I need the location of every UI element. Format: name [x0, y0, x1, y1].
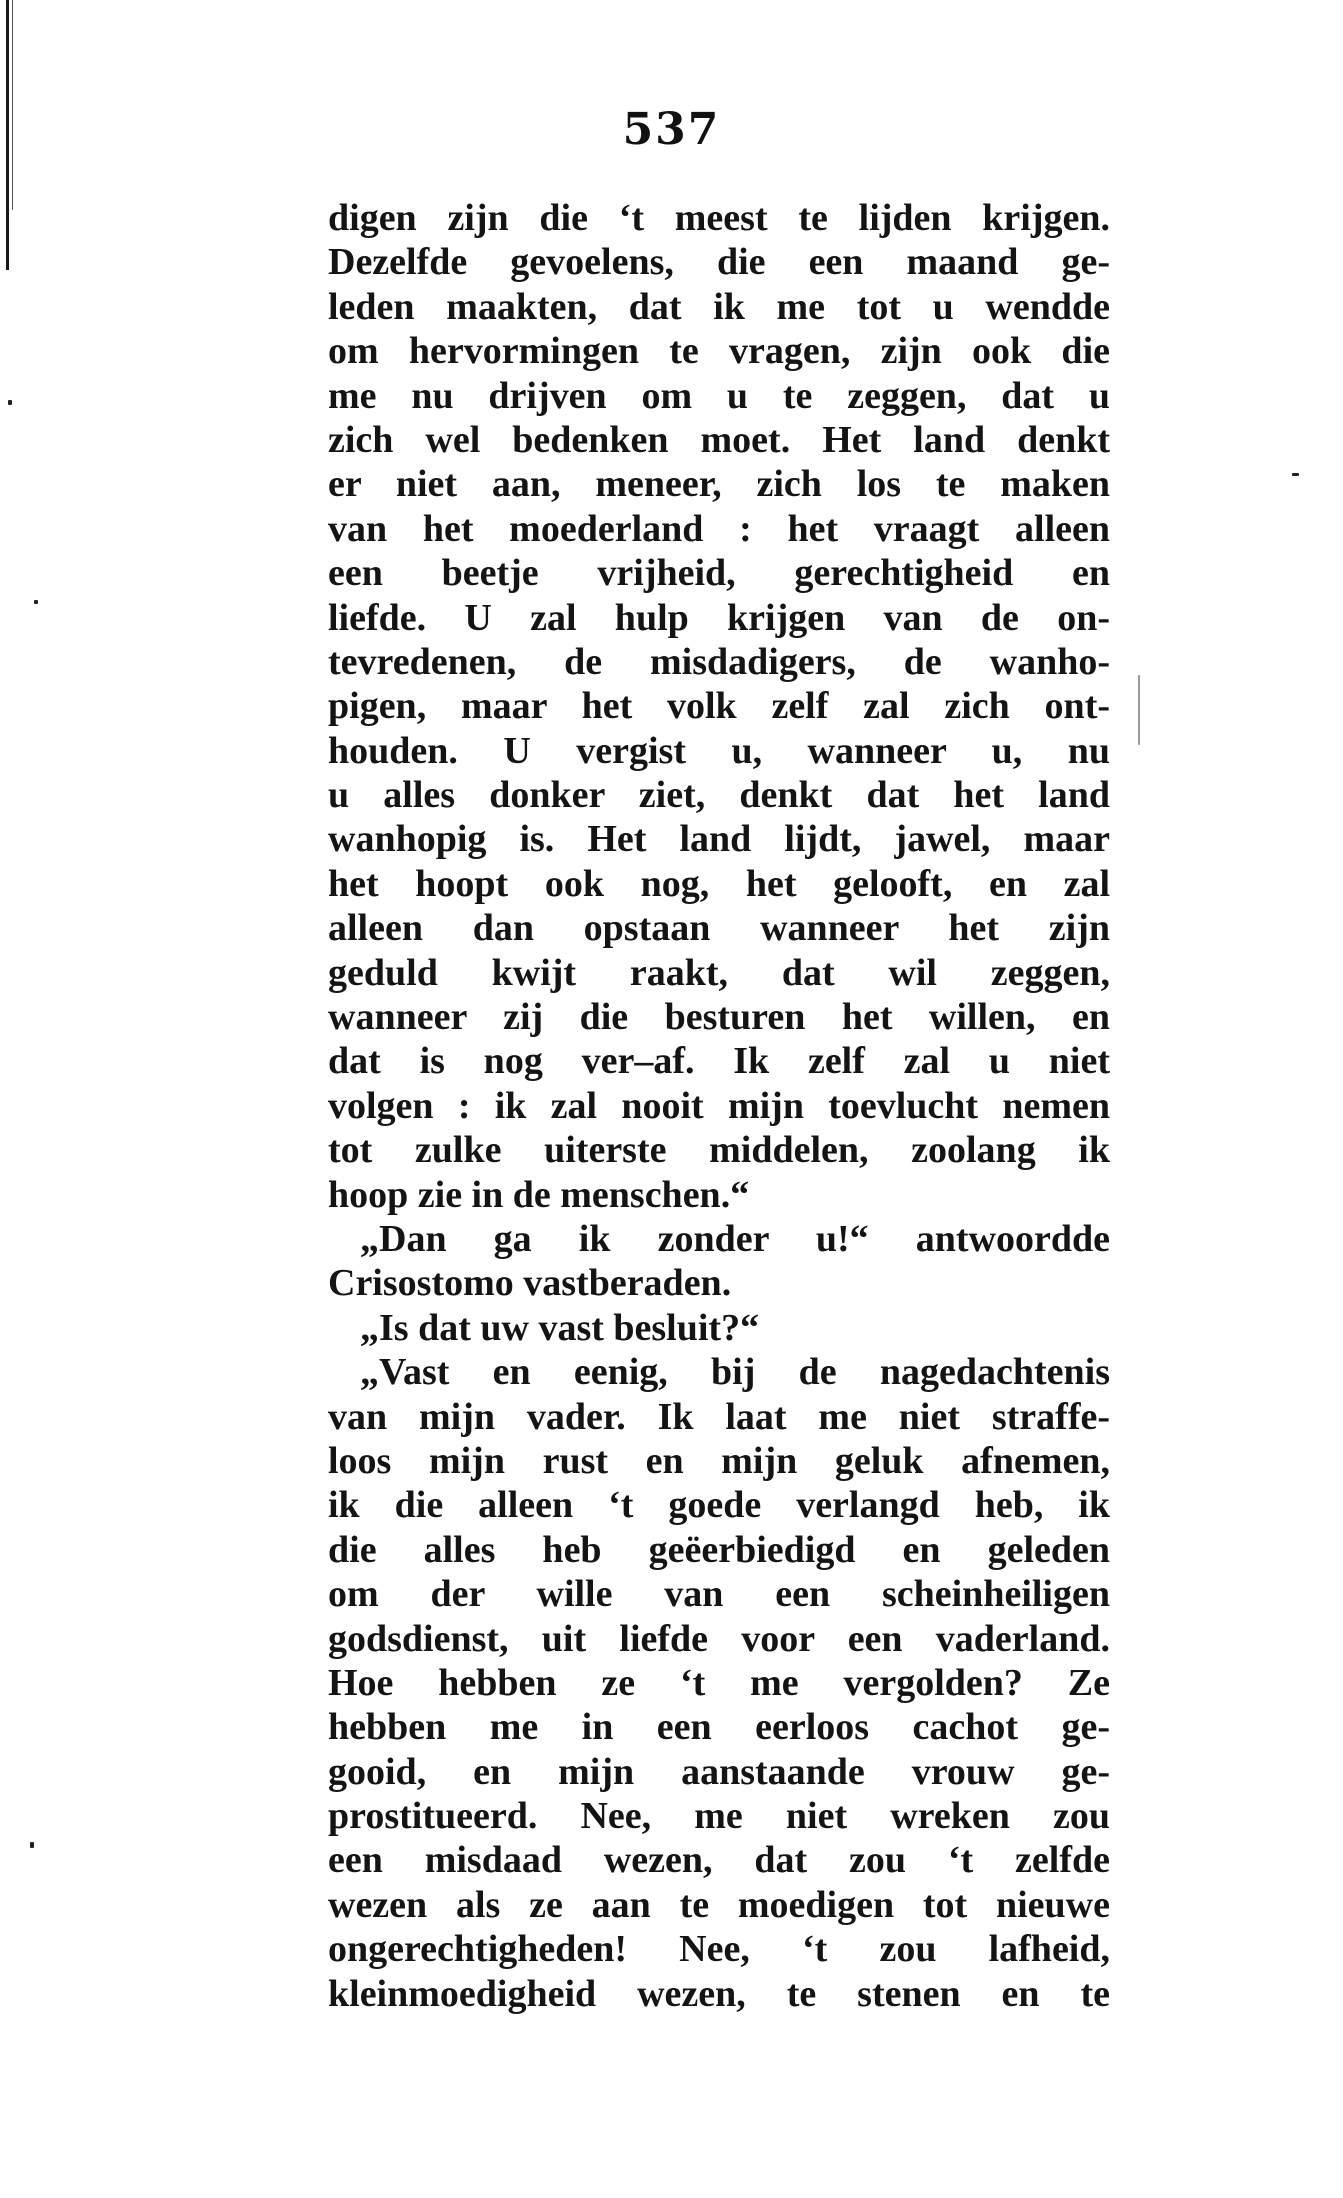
text-line: volgen : ik zal nooit mijn toevlucht nemen — [328, 1084, 1110, 1127]
text-line: „Is dat uw vast besluit?“ — [360, 1306, 760, 1349]
text-line: van mijn vader. Ik laat me niet straffe- — [328, 1395, 1110, 1438]
text-line: „Vast en eenig, bij de nagedachtenis — [360, 1351, 1110, 1394]
text-line: me nu drijven om u te zeggen, dat u — [328, 374, 1110, 417]
print-speck — [8, 400, 12, 405]
print-speck — [30, 1842, 34, 1848]
body-text — [328, 196, 1110, 2016]
text-line: dat is nog ver–af. Ik zelf zal u niet — [328, 1040, 1110, 1083]
text-line: hebben me in een eerloos cachot ge- — [328, 1706, 1110, 1749]
text-line: een beetje vrijheid, gerechtigheid en — [328, 552, 1110, 595]
text-line: zich wel bedenken moet. Het land denkt — [328, 418, 1110, 461]
text-line: er niet aan, meneer, zich los te maken — [328, 463, 1110, 506]
text-line: Dezelfde gevoelens, die een maand ge- — [328, 241, 1110, 284]
text-line: alleen dan opstaan wanneer het zijn — [328, 907, 1110, 950]
print-speck — [1138, 675, 1140, 745]
text-line: „Dan ga ik zonder u!“ antwoordde — [360, 1217, 1110, 1260]
text-line: tot zulke uiterste middelen, zoolang ik — [328, 1129, 1110, 1172]
text-line: loos mijn rust en mijn geluk afnemen, — [328, 1439, 1110, 1482]
text-line: het hoopt ook nog, het gelooft, en zal — [328, 862, 1110, 905]
text-line: wezen als ze aan te moedigen tot nieuwe — [328, 1883, 1110, 1926]
text-line: u alles donker ziet, denkt dat het land — [328, 774, 1110, 817]
text-line: geduld kwijt raakt, dat wil zeggen, — [328, 951, 1110, 994]
text-line: tevredenen, de misdadigers, de wanho- — [328, 640, 1110, 683]
page-number: 537 — [622, 104, 721, 155]
text-line: gooid, en mijn aanstaande vrouw ge- — [328, 1750, 1110, 1793]
text-line: een misdaad wezen, dat zou ‘t zelfde — [328, 1839, 1110, 1882]
text-line: digen zijn die ‘t meest te lijden krijgen. — [328, 197, 1110, 239]
text-line: van het moederland : het vraagt alleen — [328, 507, 1110, 550]
text-line: Hoe hebben ze ‘t me vergolden? Ze — [328, 1661, 1110, 1704]
text-line: ongerechtigheden! Nee, ‘t zou lafheid, — [328, 1928, 1110, 1971]
text-line: prostitueerd. Nee, me niet wreken zou — [328, 1795, 1110, 1838]
text-line: pigen, maar het volk zelf zal zich ont- — [328, 685, 1110, 728]
print-speck — [1292, 473, 1299, 476]
text-line: kleinmoedigheid wezen, te stenen en te — [328, 1972, 1110, 2015]
text-line: wanhopig is. Het land lijdt, jawel, maar — [328, 818, 1110, 861]
text-line: die alles heb geëerbiedigd en geleden — [328, 1528, 1110, 1571]
text-line: houden. U vergist u, wanneer u, nu — [328, 729, 1110, 772]
text-line: ik die alleen ‘t goede verlangd heb, ik — [328, 1484, 1110, 1527]
text-line: godsdienst, uit liefde voor een vaderland. — [328, 1617, 1110, 1660]
text-line: liefde. U zal hulp krijgen van de on- — [328, 596, 1110, 639]
text-line: om hervormingen te vragen, zijn ook die — [328, 330, 1110, 373]
text-line: wanneer zij die besturen het willen, en — [328, 996, 1110, 1039]
text-line: hoop zie in de menschen.“ — [328, 1173, 750, 1216]
print-speck — [34, 600, 38, 604]
text-line: om der wille van een scheinheiligen — [328, 1573, 1110, 1616]
text-line: Crisostomo vastberaden. — [328, 1262, 732, 1305]
text-line: leden maakten, dat ik me tot u wendde — [328, 285, 1110, 328]
